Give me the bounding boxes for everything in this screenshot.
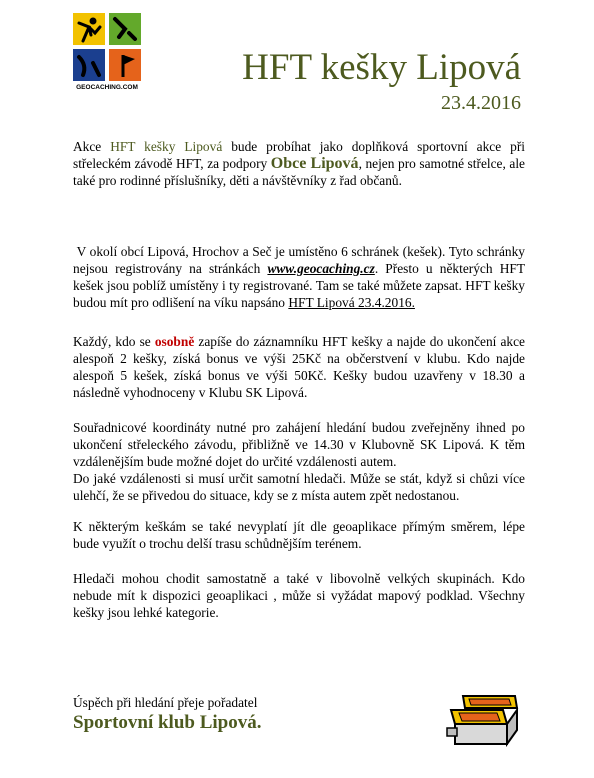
text: . Přesto u některých HFT kešek jsou poblíž umístěny i ty registrované. Tam se také můžete zapsat. HFT kešky budou mít pro odlišení na víku napsáno: [73, 261, 526, 310]
text: bude probíhat jako doplňková sportovní akce při střeleckém závodě HFT, za podpory: [73, 139, 525, 171]
geocaching-link[interactable]: www.geocaching.cz: [267, 261, 375, 276]
sponsor-name: Obce Lipová: [270, 155, 359, 172]
paragraph-bonus: [73, 333, 525, 401]
event-name: HFT kešky Lipová: [110, 139, 223, 154]
emphasis-personally: osobně: [154, 334, 195, 349]
cache-box-icon: [445, 690, 520, 750]
text: V okolí obcí Lipová, Hrochov a Seč je umístěno 6 schránek (kešek). Tyto schránky nejsou registrovány na stránkách: [73, 244, 526, 276]
signature-line: Úspěch při hledání přeje pořadatel: [73, 695, 258, 710]
text: Každý, kdo se: [73, 334, 155, 349]
lid-mark: HFT Lipová 23.4.2016.: [288, 295, 415, 310]
text: Souřadnicové koordináty nutné pro zahájení hledání budou zveřejněny ihned po ukončení střeleckého závodu, přibližně ve 14.30 v Klubovně SK Lipová. K těm vzdálenějším bude možné dojet do určité vzdálenosti autem.: [73, 420, 525, 469]
paragraph-route: [73, 518, 525, 552]
page-title: HFT kešky Lipová: [242, 47, 521, 88]
text: K některým keškám se také nevyplatí jít dle geoaplikace přímým směrem, lépe bude využít o trochu delší trasu schůdnějším terénem.: [73, 519, 525, 551]
text: Hledači mohou chodit samostatně a také v libovolně velkých skupinách. Kdo nebude mít k dispozici geoaplikaci , může si vyžádat mapový podklad. Všechny kešky jsou lehké kategorie.: [73, 571, 525, 620]
text: , nejen pro samotné střelce, ale také pro rodinné příslušníky, děti a návštěvníky z řad občanů.: [73, 156, 525, 188]
geocaching-logo: [73, 13, 141, 91]
paragraph-groups: [73, 570, 525, 621]
text: Akce: [73, 139, 111, 154]
paragraph-coordinates: [73, 419, 525, 504]
event-date: 23.4.2016: [441, 92, 521, 114]
text: Do jaké vzdálenosti si musí určit samotní hledači. Může se stát, když si chůzi více ulehčí, že se přivedou do situace, kdy se z místa autem zpět nedostanou.: [73, 471, 525, 503]
text: zapíše do záznamníku HFT kešky a najde do ukončení akce alespoň 2 kešky, získá bonus ve výši 25Kč na občerstvení v klubu. Kdo najde alespoň 5 kešek, získá bonus ve výši 50Kč. Kešky budou uzavřeny v 18.30 a následně vyhodnoceny v Klubu SK Lipová.: [73, 334, 525, 400]
paragraph-caches: [73, 243, 525, 311]
logo-caption: GEOCACHING.COM: [76, 84, 138, 91]
paragraph-intro: [73, 138, 525, 189]
club-name: Sportovní klub Lipová.: [73, 712, 262, 733]
